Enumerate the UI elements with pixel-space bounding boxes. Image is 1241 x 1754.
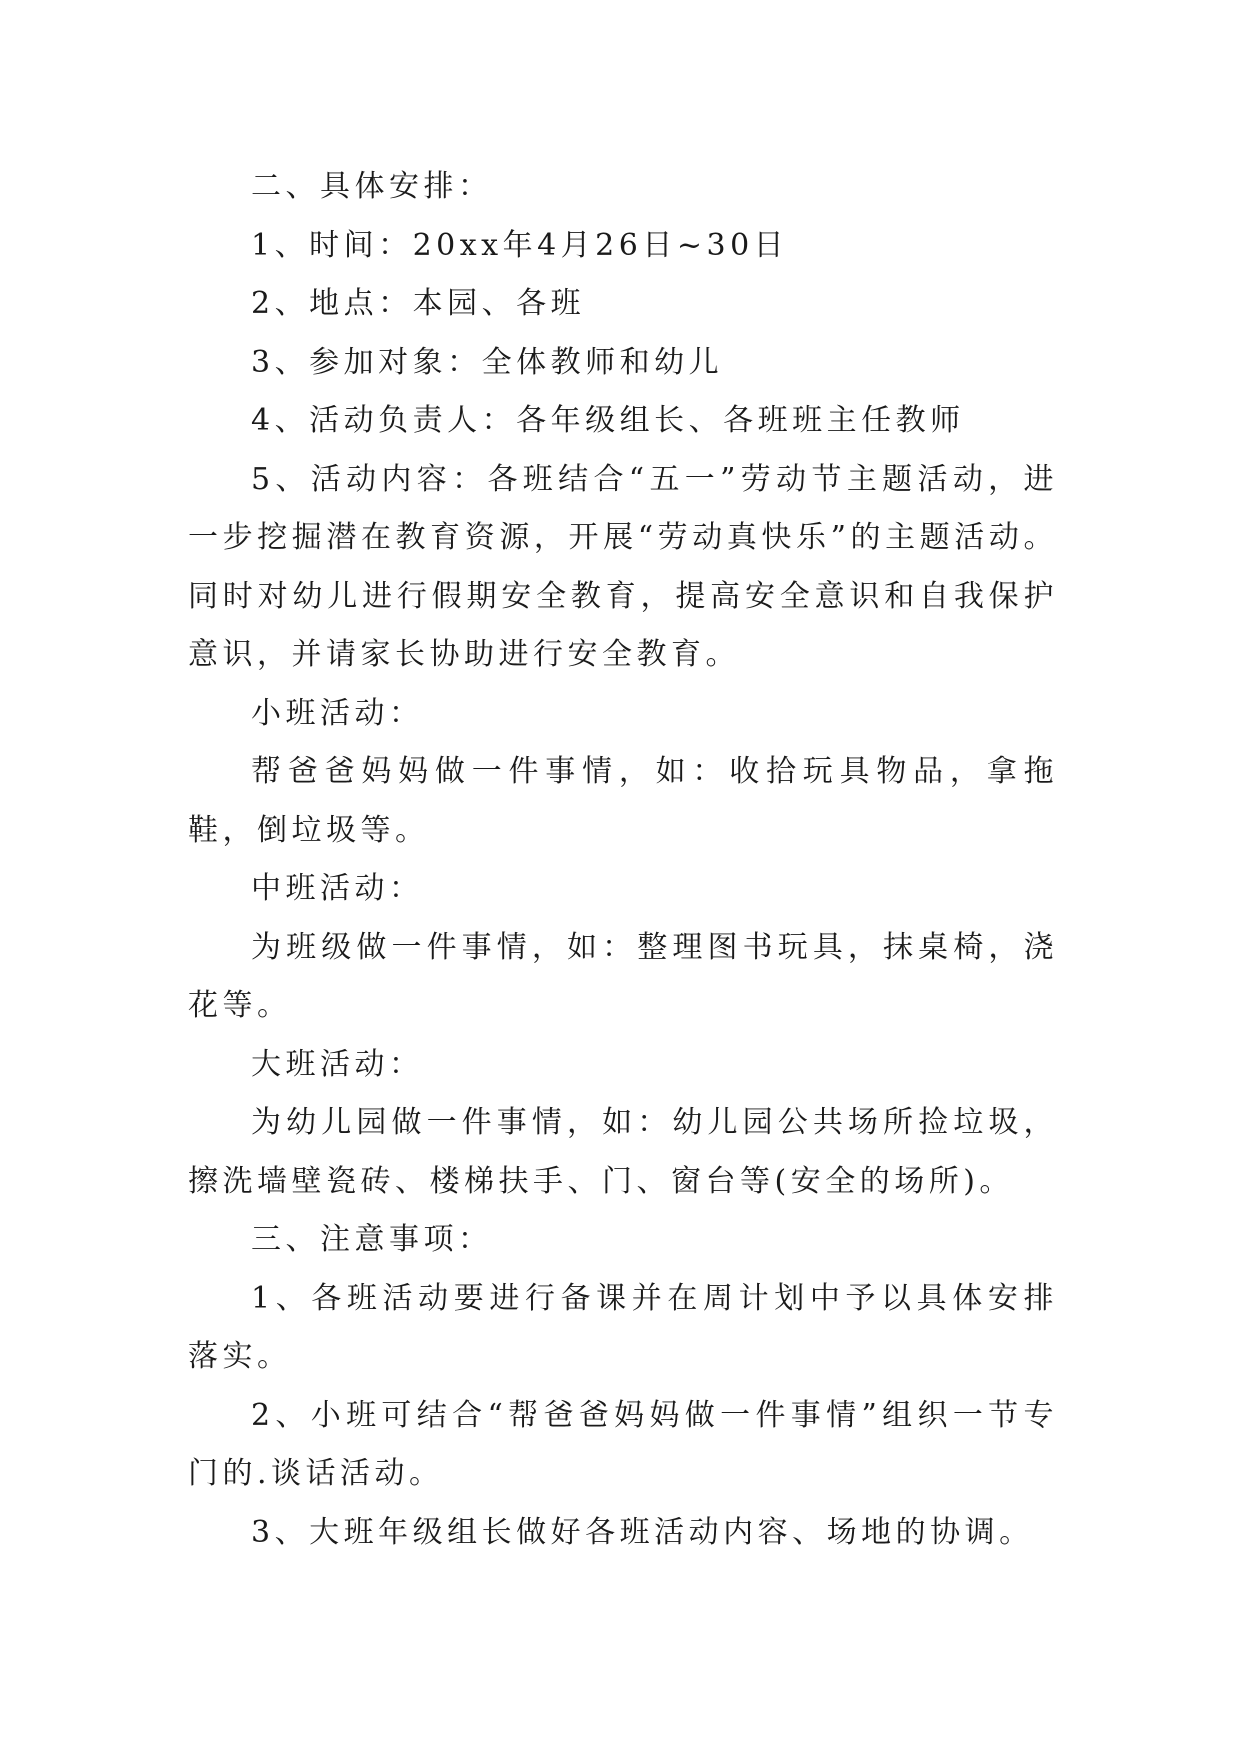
middle-class-activity: 为班级做一件事情，如：整理图书玩具，抹桌椅，浇花等。 (188, 929, 1058, 1023)
document-body (188, 158, 1058, 1562)
section-heading-notes: 三、注意事项： (251, 1222, 493, 1257)
subheading-large-class: 大班活动： (251, 1046, 424, 1082)
small-class-activity: 帮爸爸妈妈做一件事情，如：收拾玩具物品，拿拖鞋，倒垃圾等。 (188, 754, 1058, 848)
item-participants: 3、参加对象：全体教师和幼儿 (251, 344, 724, 380)
note-2: 2、小班可结合“帮爸爸妈妈做一件事情”组织一节专门的.谈话活动。 (188, 1397, 1058, 1491)
large-class-activity: 为幼儿园做一件事情，如：幼儿园公共场所捡垃圾，擦洗墙壁瓷砖、楼梯扶手、门、窗台等(安全的场所)。 (188, 1105, 1058, 1199)
item-location: 2、地点：本园、各班 (251, 286, 586, 321)
note-1: 1、各班活动要进行备课并在周计划中予以具体安排落实。 (188, 1280, 1058, 1374)
subheading-small-class: 小班活动： (251, 695, 424, 731)
subheading-middle-class: 中班活动： (251, 871, 424, 906)
note-3: 3、大班年级组长做好各班活动内容、场地的协调。 (251, 1514, 1034, 1550)
section-heading-arrangements: 二、具体安排： (251, 169, 493, 204)
item-responsible: 4、活动负责人：各年级组长、各班班主任教师 (251, 403, 965, 438)
item-time: 1、时间：20xx年4月26日~30日 (251, 227, 789, 263)
item-content: 5、活动内容：各班结合“五一”劳动节主题活动，进一步挖掘潜在教育资源，开展“劳动真快乐”的主题活动。同时对幼儿进行假期安全教育，提高安全意识和自我保护意识，并请家长协助进行安全教育。 (188, 461, 1058, 672)
